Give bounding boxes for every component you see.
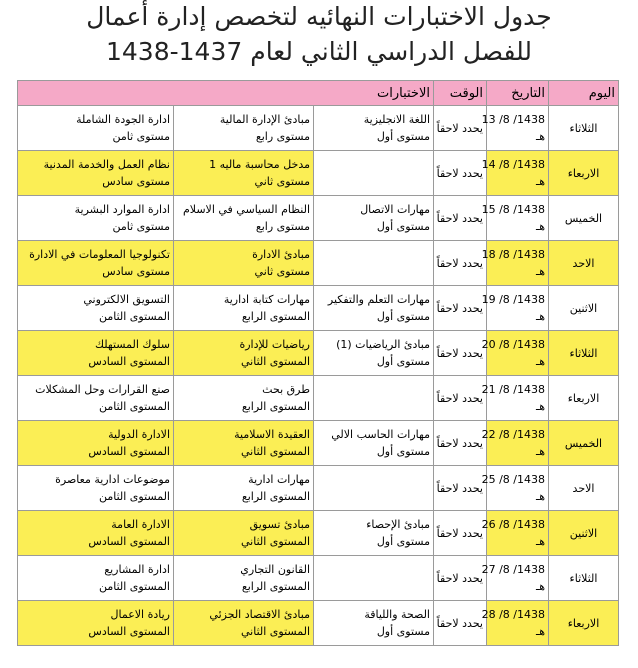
exam-cell-1 [314,421,434,466]
exam-cell-1 [314,376,434,421]
exam-course: الادارة الدولية [108,428,170,441]
date-cell [481,556,549,601]
date-cell [481,106,549,151]
exam-level: المستوى السادس [88,535,170,548]
day-cell [549,331,619,376]
date-cell [481,286,549,331]
exam-cell-1 [314,196,434,241]
exam-level: المستوى الثامن [98,490,170,503]
exam-course: رياضيات للإدارة [239,338,310,351]
exam-cell-3 [18,421,174,466]
time-value: يحدد لاحقاً [436,346,483,360]
exam-course: تكنولوجيا المعلومات في الادارة [29,248,170,261]
header-day: اليوم [549,81,619,106]
exam-course: مبادئ الإدارة المالية [219,113,310,126]
exam-cell-2 [174,511,314,556]
exam-level: المستوى الرابع [241,310,310,323]
exam-course: الادارة العامة [111,518,170,531]
exam-course: سلوك المستهلك [95,338,170,351]
exam-level: المستوى الثاني [241,355,310,368]
table-body [18,106,619,646]
exam-course: النظام السياسي في الاسلام [182,203,310,216]
exam-course: التسويق الالكتروني [83,293,170,306]
exam-course: مبادئ تسويق [249,518,310,531]
day-label: الثلاثاء [569,571,598,585]
time-cell [434,466,487,511]
exam-course: ادارة المشاريع [104,563,170,576]
date-value: 1438/ 8/ 19 [481,293,545,306]
day-label: الاربعاء [567,616,600,630]
time-cell [434,421,487,466]
exam-course: مهارات الاتصال [360,203,430,216]
exam-level: المستوى الرابع [241,490,310,503]
day-cell [549,151,619,196]
date-suffix: هـ [535,130,545,143]
exam-course: ادارة الجودة الشاملة [76,113,170,126]
exam-cell-3 [18,196,174,241]
day-label: الاربعاء [567,166,600,180]
exam-cell-2 [174,151,314,196]
exam-course: مدخل محاسبة ماليه 1 [209,158,310,171]
exam-level: المستوى الثاني [241,445,310,458]
exam-level: مستوى سادس [102,265,170,278]
date-suffix: هـ [535,175,545,188]
day-cell [549,421,619,466]
day-label: الخميس [564,211,603,225]
exam-cell-1 [314,556,434,601]
time-cell [434,196,487,241]
date-suffix: هـ [535,535,545,548]
table-row [18,196,619,241]
date-suffix: هـ [535,625,545,638]
date-value: 1438/ 8/ 21 [481,383,545,396]
table-row [18,331,619,376]
exam-cell-2 [174,241,314,286]
day-cell [549,106,619,151]
table-row [18,286,619,331]
date-cell [481,511,549,556]
exam-course: مبادئ الرياضيات (1) [336,338,430,351]
exam-cell-3 [18,556,174,601]
table-row [18,601,619,646]
date-suffix: هـ [535,400,545,413]
exam-level: المستوى الثامن [98,310,170,323]
day-cell [549,196,619,241]
exam-cell-2 [174,106,314,151]
exam-course: مهارات ادارية [248,473,310,486]
time-value: يحدد لاحقاً [436,616,483,630]
exam-course: مبادئ الإحصاء [366,518,430,531]
exam-course: الصحة واللياقة [364,608,430,621]
time-value: يحدد لاحقاً [436,526,483,540]
header-date: التاريخ [487,81,549,106]
exam-course: ريادة الاعمال [110,608,170,621]
date-suffix: هـ [535,445,545,458]
date-value: 1438/ 8/ 15 [481,203,545,216]
exam-cell-1 [314,601,434,646]
date-suffix: هـ [535,490,545,503]
time-value: يحدد لاحقاً [436,481,483,495]
time-value: يحدد لاحقاً [436,166,483,180]
exam-level: مستوى رابع [255,220,310,233]
date-cell [481,151,549,196]
exam-course: مهارات الحاسب الالي [331,428,430,441]
exam-level: مستوى ثامن [112,130,170,143]
date-value: 1438/ 8/ 28 [481,608,545,621]
date-suffix: هـ [535,580,545,593]
time-value: يحدد لاحقاً [436,436,483,450]
exam-cell-2 [174,376,314,421]
exam-level: المستوى الثامن [98,580,170,593]
day-cell [549,511,619,556]
date-value: 1438/ 8/ 25 [481,473,545,486]
day-cell [549,601,619,646]
exam-level: المستوى الرابع [241,580,310,593]
time-cell [434,376,487,421]
date-value: 1438/ 8/ 18 [481,248,545,261]
time-cell [434,286,487,331]
exam-level: المستوى السادس [88,355,170,368]
exam-level: المستوى الرابع [241,400,310,413]
date-cell [481,601,549,646]
day-cell [549,466,619,511]
exam-course: مبادئ الادارة [252,248,310,261]
time-cell [434,601,487,646]
table-row [18,241,619,286]
exam-level: المستوى السادس [88,445,170,458]
day-label: الاحد [572,256,595,270]
date-cell [481,241,549,286]
time-value: يحدد لاحقاً [436,391,483,405]
exam-cell-3 [18,466,174,511]
header-exams: الاختبارات [18,81,434,106]
date-cell [481,466,549,511]
table-row [18,466,619,511]
day-label: الخميس [564,436,603,450]
table-row [18,151,619,196]
time-value: يحدد لاحقاً [436,571,483,585]
day-cell [549,376,619,421]
exam-cell-2 [174,601,314,646]
day-label: الاثنين [569,526,598,540]
time-value: يحدد لاحقاً [436,256,483,270]
date-value: 1438/ 8/ 20 [481,338,545,351]
exam-cell-1 [314,241,434,286]
time-cell [434,106,487,151]
exam-course: مهارات كتابة ادارية [223,293,310,306]
exam-level: المستوى الثاني [241,625,310,638]
day-cell [549,241,619,286]
exam-level: مستوى رابع [255,130,310,143]
date-value: 1438/ 8/ 22 [481,428,545,441]
exam-course: طرق بحث [262,383,310,396]
exam-course: العقيدة الاسلامية [234,428,310,441]
exam-level: مستوى ثامن [112,220,170,233]
time-cell [434,151,487,196]
exam-level: مستوى أول [376,130,430,143]
table-row [18,511,619,556]
exam-cell-2 [174,556,314,601]
exam-course: موضوعات ادارية معاصرة [55,473,170,486]
exam-cell-3 [18,511,174,556]
time-value: يحدد لاحقاً [436,121,483,135]
exam-course: مهارات التعلم والتفكير [327,293,430,306]
exam-level: المستوى الثامن [98,400,170,413]
exam-level: المستوى السادس [88,625,170,638]
exam-level: مستوى سادس [102,175,170,188]
exam-course: صنع القرارات وحل المشكلات [35,383,170,396]
exam-cell-3 [18,151,174,196]
table-row [18,556,619,601]
date-cell [481,376,549,421]
time-cell [434,241,487,286]
exam-schedule-table [17,80,619,646]
table-row [18,421,619,466]
exam-level: مستوى أول [376,220,430,233]
exam-cell-3 [18,241,174,286]
exam-cell-2 [174,196,314,241]
date-value: 1438/ 8/ 14 [481,158,545,171]
table-row [18,106,619,151]
exam-cell-2 [174,466,314,511]
page-subtitle: للفصل الدراسي الثاني لعام 1437-1438 [105,37,532,66]
exam-cell-3 [18,376,174,421]
day-label: الثلاثاء [569,346,598,360]
date-value: 1438/ 8/ 13 [481,113,545,126]
exam-cell-1 [314,466,434,511]
page-title: جدول الاختبارات النهائيه لتخصص إدارة أعمال [86,2,552,31]
exam-cell-1 [314,511,434,556]
table-header-row [18,81,619,106]
exam-cell-1 [314,151,434,196]
time-cell [434,556,487,601]
exam-cell-2 [174,331,314,376]
day-cell [549,286,619,331]
time-cell [434,331,487,376]
date-value: 1438/ 8/ 26 [481,518,545,531]
exam-level: مستوى ثاني [254,265,310,278]
date-cell [481,421,549,466]
day-label: الثلاثاء [569,121,598,135]
time-value: يحدد لاحقاً [436,301,483,315]
date-cell [481,196,549,241]
exam-cell-1 [314,286,434,331]
exam-course: ادارة الموارد البشرية [74,203,170,216]
exam-cell-1 [314,106,434,151]
exam-course: نظام العمل والخدمة المدنية [43,158,170,171]
exam-level: مستوى أول [376,535,430,548]
day-cell [549,556,619,601]
exam-cell-3 [18,106,174,151]
date-suffix: هـ [535,220,545,233]
exam-course: اللغة الانجليزية [363,113,430,126]
day-label: الاحد [572,481,595,495]
exam-level: المستوى الثاني [241,535,310,548]
exam-cell-3 [18,286,174,331]
date-suffix: هـ [535,355,545,368]
exam-cell-1 [314,331,434,376]
time-cell [434,511,487,556]
header-time: الوقت [434,81,487,106]
exam-course: القانون التجاري [240,563,310,576]
day-label: الاثنين [569,301,598,315]
exam-course: مبادئ الاقتصاد الجزئي [209,608,310,621]
date-suffix: هـ [535,310,545,323]
exam-cell-3 [18,331,174,376]
day-label: الاربعاء [567,391,600,405]
table-row [18,376,619,421]
date-suffix: هـ [535,265,545,278]
date-value: 1438/ 8/ 27 [481,563,545,576]
exam-level: مستوى أول [376,625,430,638]
exam-level: مستوى أول [376,310,430,323]
exam-level: مستوى أول [376,355,430,368]
time-value: يحدد لاحقاً [436,211,483,225]
date-cell [481,331,549,376]
exam-level: مستوى ثاني [254,175,310,188]
exam-cell-2 [174,286,314,331]
exam-level: مستوى أول [376,445,430,458]
exam-cell-2 [174,421,314,466]
exam-cell-3 [18,601,174,646]
